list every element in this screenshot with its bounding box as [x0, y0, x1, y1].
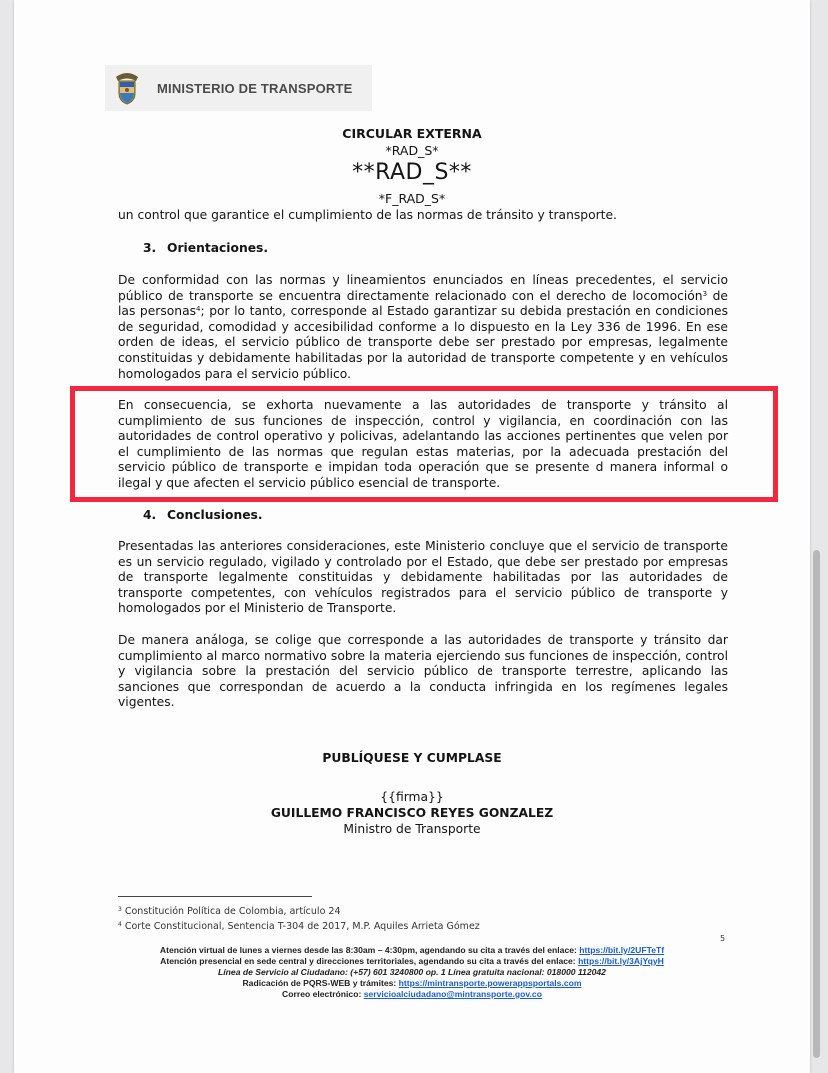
- section-3-paragraph-1: De conformidad con las normas y lineamientos enunciados en líneas precedentes, el servicio público de transporte se encuentra directamente relacionado con el derecho de locomoción$^3$ de las personas$^4$; por lo tanto, corresponde al Estado garantizar su debida prestación en condiciones de seguridad, comodidad y accesibilidad conforme a lo dispuesto en la Ley 336 de 1996. En ese orden de ideas, el servicio público de transporte debe ser prestado por empresas, legalmente constituidas y debidamente habilitadas por la autoridad de transporte competente y en vehículos homologados para el servicio público.: [118, 273, 728, 381]
- footer-in-person-attention: Atención presencial en sede central y direcciones territoriales, agendando su cita a través del enlace: https://bit.ly/3AjYqyH: [160, 956, 664, 966]
- section-3-paragraph-2: En consecuencia, se exhorta nuevamente a las autoridades de transporte y tránsito al cumplimiento de sus funciones de inspección, control y vigilancia, en coordinación con las autoridades de control operativo y policivas, adelantando las acciones pertinentes que velen por el cumplimiento de las normas que regulan estas materias, por la adecuada prestación del servicio público de transporte e impidan toda operación que se presente d manera informal o ilegal y que afecten el servicio público esencial de transporte.: [118, 398, 728, 490]
- vertical-scrollbar[interactable]: [813, 550, 820, 1058]
- section-3-title: Orientaciones.: [167, 241, 269, 255]
- footer-link-email[interactable]: servicioalciudadano@mintransporte.gov.co: [363, 989, 542, 999]
- section-4-heading: [143, 508, 263, 522]
- coat-of-arms-icon: [113, 71, 141, 105]
- footer-link-virtual[interactable]: https://bit.ly/2UFTeTf: [579, 945, 665, 955]
- section-4-title: Conclusiones.: [167, 508, 263, 522]
- signature-placeholder: {{firma}}: [380, 790, 444, 804]
- footer-link-in-person[interactable]: https://bit.ly/3AjYqyH: [578, 956, 664, 966]
- section-3-heading: [143, 241, 268, 255]
- section-4-number: 4.: [143, 508, 157, 522]
- ministry-header: [105, 65, 372, 111]
- document-title: CIRCULAR EXTERNA: [342, 126, 482, 141]
- section-4-paragraph-2: De manera análoga, se colige que corresponde a las autoridades de transporte y tránsito dar cumplimiento al marco normativo sobre la materia ejerciendo sus funciones de inspección, control y vigilancia sobre la prestación del servicio público de transporte terrestre, aplicando las sanciones que correspondan de acuerdo a la conducta infringida en los regímenes legales vigentes.: [118, 633, 728, 710]
- signatory-role: Ministro de Transporte: [343, 822, 481, 836]
- section-3-number: 3.: [143, 241, 157, 255]
- footnote-4: $^4$ Corte Constitucional, Sentencia T-304 de 2017, M.P. Aquiles Arrieta Gómez: [118, 921, 480, 932]
- footer-pqrs: Radicación de PQRS-WEB y trámites: https://mintransporte.powerappsportals.com: [242, 978, 582, 988]
- ministry-name: MINISTERIO DE TRANSPORTE: [157, 80, 353, 96]
- continuation-paragraph: un control que garantice el cumplimiento de las normas de tránsito y transporte.: [118, 208, 617, 222]
- rad-placeholder-small: *RAD_S*: [385, 143, 439, 158]
- footer-virtual-attention: Atención virtual de lunes a viernes desde las 8:30am – 4:30pm, agendando su cita a través del enlace: https://bit.ly/2UFTeTf: [159, 945, 665, 955]
- closing-statement: PUBLÍQUESE Y CUMPLASE: [322, 751, 502, 765]
- footnote-ref-3[interactable]: 3: [702, 289, 708, 298]
- footnote-3: $^3$ Constitución Política de Colombia, artículo 24: [118, 906, 341, 917]
- signatory-name: GUILLEMO FRANCISCO REYES GONZALEZ: [270, 806, 554, 820]
- rad-placeholder-large: **RAD_S**: [352, 160, 472, 185]
- footer-email: Correo electrónico: servicioalciudadano@mintransporte.gov.co: [282, 989, 542, 999]
- footer-phone-line: Línea de Servicio al Ciudadano: (+57) 601 3240800 op. 1 Línea gratuita nacional: 018000 112042: [218, 967, 606, 977]
- page-number: 5: [720, 934, 726, 943]
- date-rad-placeholder: *F_RAD_S*: [378, 191, 446, 206]
- footnote-divider: [118, 896, 312, 897]
- section-4-paragraph-1: Presentadas las anteriores consideraciones, este Ministerio concluye que el servicio de transporte es un servicio regulado, vigilado y controlado por el Estado, que debe ser prestado por empresas de transporte legalmente constituidas y debidamente habilitadas por las autoridades de transporte competentes, con vehículos registrados para el servicio público de transporte y homologados por el Ministerio de Transporte.: [118, 539, 728, 616]
- highlight-box: [70, 386, 778, 502]
- footnote-ref-4[interactable]: 4: [196, 305, 201, 314]
- footer-link-pqrs[interactable]: https://mintransporte.powerappsportals.com: [398, 978, 582, 988]
